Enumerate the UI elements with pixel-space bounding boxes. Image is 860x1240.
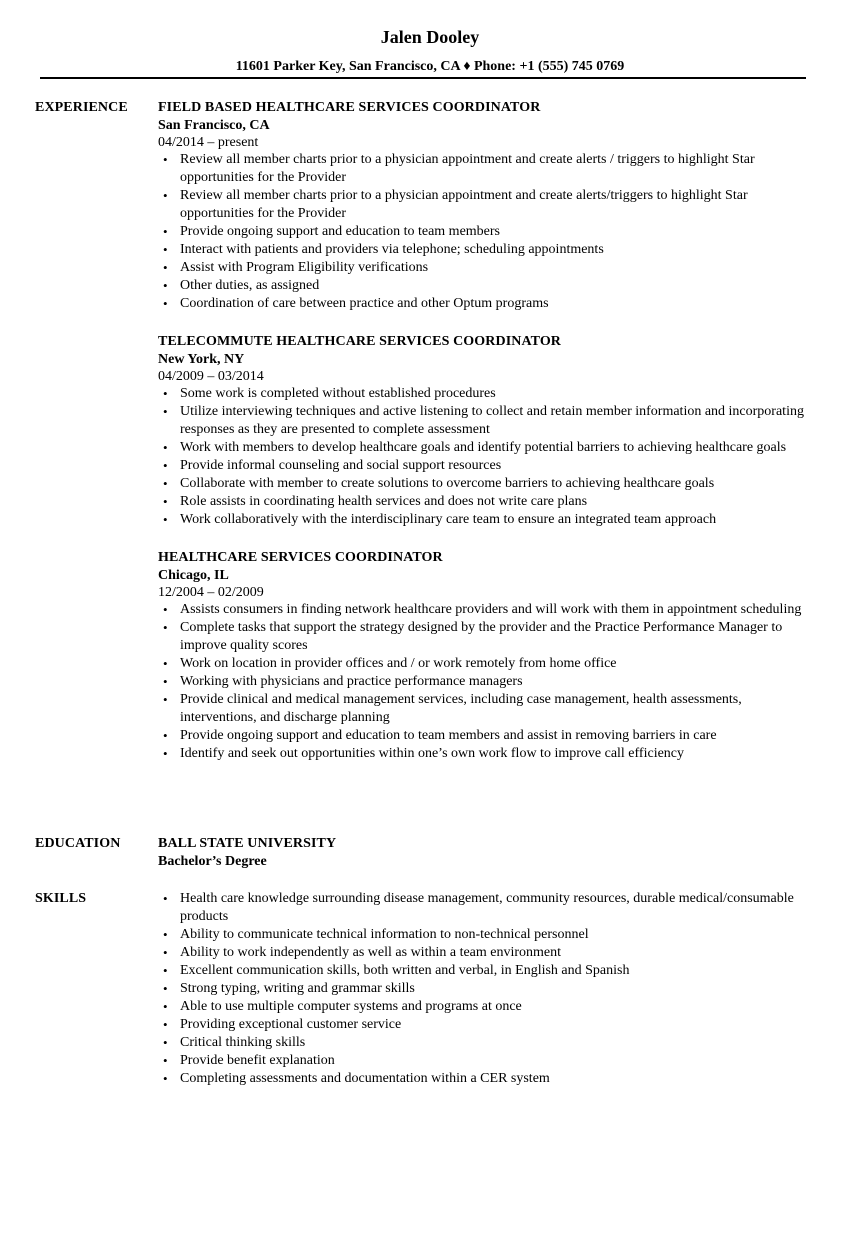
list-item <box>158 151 810 187</box>
experience-list <box>158 99 810 783</box>
list-item <box>158 457 810 475</box>
list-item <box>158 439 810 457</box>
skill-text: Critical thinking skills <box>180 1035 306 1050</box>
bullet-icon: • <box>163 386 168 401</box>
list-item <box>158 1034 810 1052</box>
job-location: New York, NY <box>158 352 245 367</box>
bullet-text: Assist with Program Eligibility verifications <box>180 260 429 275</box>
job-dates: 12/2004 – 02/2009 <box>158 585 264 600</box>
bullet-text: Assists consumers in finding network healthcare providers and will work with them in appointment scheduling <box>180 602 802 617</box>
list-item <box>158 980 810 998</box>
bullet-icon: • <box>163 278 168 293</box>
bullet-text: Provide informal counseling and social support resources <box>180 458 502 473</box>
job-entry <box>158 99 810 313</box>
bullet-icon: • <box>163 242 168 257</box>
bullet-text: Coordination of care between practice and other Optum programs <box>180 296 549 311</box>
bullet-icon: • <box>163 260 168 275</box>
bullet-icon: • <box>163 512 168 527</box>
job-bullets <box>158 385 810 529</box>
bullet-text: Complete tasks that support the strategy designed by the provider and the Practice Performance Manager to improve quality scores <box>180 620 783 653</box>
bullet-text: Provide clinical and medical management services, including case management, health assessments, interventions, and discharge planning <box>180 692 742 725</box>
job-location: San Francisco, CA <box>158 118 270 133</box>
job-dates: 04/2014 – present <box>158 135 259 150</box>
bullet-icon: • <box>163 692 168 707</box>
job-location: Chicago, IL <box>158 568 229 583</box>
bullet-text: Role assists in coordinating health services and does not write care plans <box>180 494 588 509</box>
skills-list <box>158 890 810 1088</box>
bullet-text: Utilize interviewing techniques and active listening to collect and retain member information and incorporating responses as they are presented to complete assessment <box>180 404 804 437</box>
bullet-icon: • <box>163 404 168 419</box>
contact-line: 11601 Parker Key, San Francisco, CA ♦ Phone: +1 (555) 745 0769 <box>235 59 625 74</box>
list-item <box>158 691 810 727</box>
candidate-name: Jalen Dooley <box>380 27 480 47</box>
bullet-text: Work collaboratively with the interdisciplinary care team to ensure an integrated team approach <box>180 512 717 527</box>
bullet-icon: • <box>163 620 168 635</box>
bullet-icon: • <box>163 945 168 960</box>
job-title: HEALTHCARE SERVICES COORDINATOR <box>158 550 443 565</box>
skills-heading: SKILLS <box>35 891 87 906</box>
bullet-icon: • <box>163 224 168 239</box>
list-item <box>158 511 810 529</box>
skill-text: Provide benefit explanation <box>180 1053 335 1068</box>
skills-bullets <box>158 890 810 1088</box>
bullet-text: Provide ongoing support and education to team members <box>180 224 500 239</box>
list-item <box>158 745 810 763</box>
skill-text: Completing assessments and documentation within a CER system <box>180 1071 550 1086</box>
bullet-icon: • <box>163 1035 168 1050</box>
experience-heading: EXPERIENCE <box>35 100 128 115</box>
list-item <box>158 1052 810 1070</box>
bullet-icon: • <box>163 674 168 689</box>
bullet-text: Collaborate with member to create solutions to overcome barriers to achieving healthcare goals <box>180 476 715 491</box>
bullet-icon: • <box>163 927 168 942</box>
bullet-text: Work with members to develop healthcare goals and identify potential barriers to achieving healthcare goals <box>180 440 787 455</box>
school-name: BALL STATE UNIVERSITY <box>158 836 337 851</box>
list-item <box>158 601 810 619</box>
skill-text: Strong typing, writing and grammar skills <box>180 981 415 996</box>
job-title: FIELD BASED HEALTHCARE SERVICES COORDINATOR <box>158 100 541 115</box>
list-item <box>158 962 810 980</box>
bullet-text: Working with physicians and practice performance managers <box>180 674 523 689</box>
bullet-icon: • <box>163 1017 168 1032</box>
list-item <box>158 673 810 691</box>
bullet-icon: • <box>163 458 168 473</box>
bullet-icon: • <box>163 999 168 1014</box>
list-item <box>158 619 810 655</box>
job-title: TELECOMMUTE HEALTHCARE SERVICES COORDINATOR <box>158 334 562 349</box>
bullet-text: Provide ongoing support and education to team members and assist in removing barriers in care <box>180 728 717 743</box>
bullet-icon: • <box>163 891 168 906</box>
bullet-text: Work on location in provider offices and / or work remotely from home office <box>180 656 617 671</box>
bullet-icon: • <box>163 1071 168 1086</box>
list-item <box>158 187 810 223</box>
skill-text: Ability to work independently as well as within a team environment <box>180 945 562 960</box>
list-item <box>158 926 810 944</box>
header-divider <box>40 77 806 79</box>
skill-text: Health care knowledge surrounding disease management, community resources, durable medical/consumable products <box>180 891 794 924</box>
skill-text: Able to use multiple computer systems and programs at once <box>180 999 522 1014</box>
bullet-text: Review all member charts prior to a physician appointment and create alerts / triggers to highlight Star opportunities for the Provider <box>180 152 755 185</box>
list-item <box>158 403 810 439</box>
list-item <box>158 655 810 673</box>
degree-name: Bachelor’s Degree <box>158 854 267 869</box>
list-item <box>158 259 810 277</box>
job-bullets <box>158 151 810 313</box>
education-heading: EDUCATION <box>35 836 121 851</box>
list-item <box>158 475 810 493</box>
skill-text: Providing exceptional customer service <box>180 1017 402 1032</box>
skill-text: Excellent communication skills, both written and verbal, in English and Spanish <box>180 963 630 978</box>
list-item <box>158 890 810 926</box>
list-item <box>158 295 810 313</box>
education-entry <box>158 835 810 871</box>
bullet-icon: • <box>163 152 168 167</box>
job-entry <box>158 549 810 763</box>
job-bullets <box>158 601 810 763</box>
bullet-icon: • <box>163 440 168 455</box>
list-item <box>158 223 810 241</box>
list-item <box>158 1070 810 1088</box>
list-item <box>158 998 810 1016</box>
list-item <box>158 493 810 511</box>
list-item <box>158 727 810 745</box>
job-dates: 04/2009 – 03/2014 <box>158 369 264 384</box>
list-item <box>158 241 810 259</box>
bullet-icon: • <box>163 188 168 203</box>
bullet-icon: • <box>163 656 168 671</box>
bullet-icon: • <box>163 746 168 761</box>
bullet-icon: • <box>163 602 168 617</box>
bullet-icon: • <box>163 476 168 491</box>
bullet-icon: • <box>163 981 168 996</box>
bullet-icon: • <box>163 728 168 743</box>
bullet-text: Interact with patients and providers via telephone; scheduling appointments <box>180 242 604 257</box>
list-item <box>158 1016 810 1034</box>
bullet-text: Some work is completed without established procedures <box>180 386 496 401</box>
bullet-icon: • <box>163 1053 168 1068</box>
list-item <box>158 277 810 295</box>
skill-text: Ability to communicate technical information to non-technical personnel <box>180 927 589 942</box>
bullet-text: Identify and seek out opportunities within one’s own work flow to improve call efficiency <box>180 746 685 761</box>
list-item <box>158 944 810 962</box>
bullet-icon: • <box>163 296 168 311</box>
bullet-icon: • <box>163 494 168 509</box>
list-item <box>158 385 810 403</box>
job-entry <box>158 333 810 529</box>
bullet-text: Other duties, as assigned <box>180 278 320 293</box>
bullet-text: Review all member charts prior to a physician appointment and create alerts/triggers to highlight Star opportunities for the Provider <box>180 188 748 221</box>
bullet-icon: • <box>163 963 168 978</box>
